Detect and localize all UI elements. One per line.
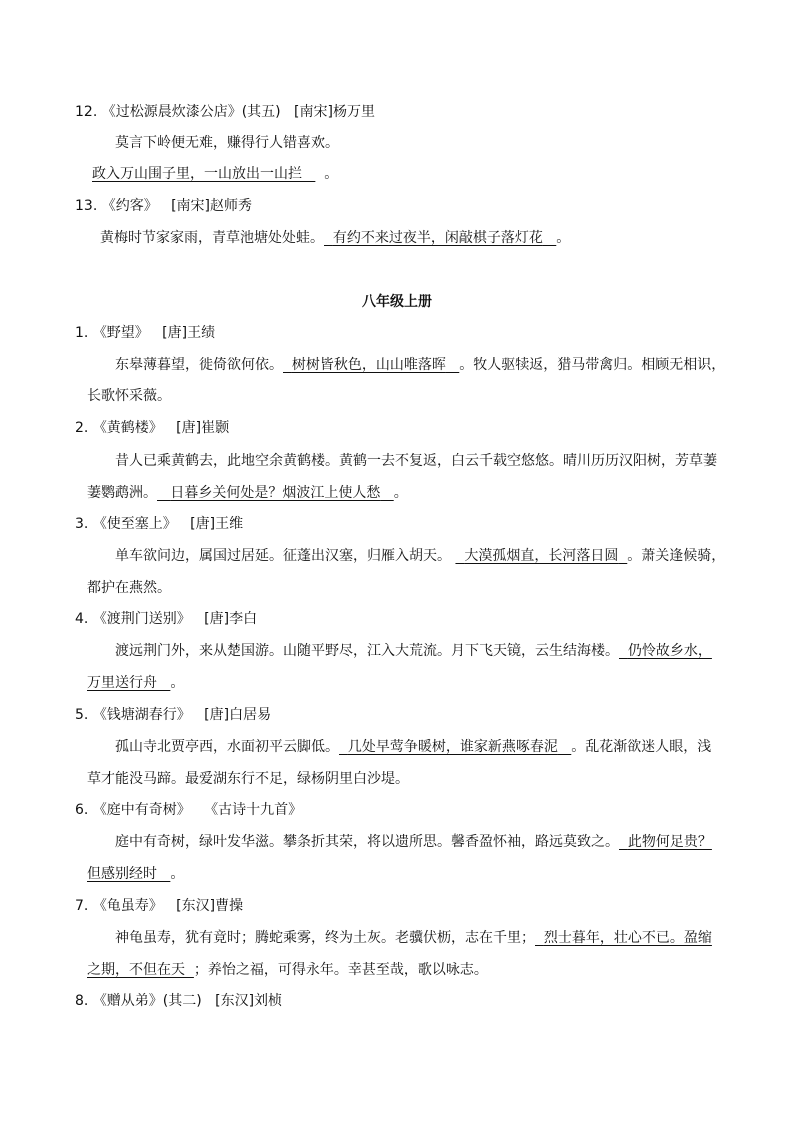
poem-author: [唐]王绩 bbox=[162, 325, 216, 341]
answer-blank: 此物何足贵？ bbox=[627, 834, 712, 850]
answer-blank: 日暮乡关何处是？烟波江上使人愁 bbox=[170, 485, 381, 501]
poem-line: 萋鹦鹉洲。 日暮乡关何处是？烟波江上使人愁 。 bbox=[87, 485, 408, 501]
poem-title: 《渡荆门送别》 bbox=[92, 611, 191, 627]
poem-title: 《野望》 bbox=[92, 325, 149, 341]
poem-author: [南宋]赵师秀 bbox=[171, 198, 253, 214]
poem-heading bbox=[75, 991, 282, 1011]
poem-author: [南宋]杨万里 bbox=[294, 104, 375, 120]
poem-author: [东汉]曹操 bbox=[176, 898, 244, 914]
section-title: 八年级上册 bbox=[362, 294, 432, 310]
answer-blank: 烈士暮年，壮心不已。盈缩 bbox=[543, 930, 712, 946]
poem-line: 黄梅时节家家雨，青草池塘处处蛙。 有约不来过夜半，闲敲棋子落灯花 。 bbox=[100, 230, 571, 246]
answer-blank: 有约不来过夜半，闲敲棋子落灯花 bbox=[332, 230, 543, 246]
poem-heading bbox=[75, 196, 252, 216]
poem-author: [唐]王维 bbox=[190, 516, 244, 532]
poem-number: 8. bbox=[75, 993, 89, 1009]
poem-title: 《过松源晨炊漆公店》(其五) bbox=[101, 104, 281, 120]
poem-number: 13. bbox=[75, 198, 98, 214]
poem-author: [东汉]刘桢 bbox=[215, 993, 283, 1009]
poem-author: 《古诗十九首》 bbox=[204, 802, 303, 818]
poem-title: 《庭中有奇树》 bbox=[92, 802, 191, 818]
answer-blank: 大漠孤烟直，长河落日圆 bbox=[464, 548, 619, 564]
poem-title: 《约客》 bbox=[101, 198, 158, 214]
answer-blank: 政入万山围子里，一山放出一山拦 bbox=[92, 166, 302, 182]
poem-number: 2. bbox=[75, 420, 89, 436]
poem-heading bbox=[75, 323, 215, 343]
punctuation: 。 bbox=[324, 166, 339, 182]
answer-blank: 几处早莺争暖树，谁家新燕啄春泥 bbox=[347, 739, 558, 755]
poem-line: 神龟虽寿，犹有竟时；腾蛇乘雾，终为土灰。老骥伏枥，志在千里； 烈士暮年，壮心不已。盈缩 bbox=[115, 930, 712, 946]
poem-number: 3. bbox=[75, 516, 89, 532]
poem-line: 万里送行舟 。 bbox=[87, 675, 185, 691]
poem-number: 7. bbox=[75, 898, 89, 914]
poem-number: 6. bbox=[75, 802, 89, 818]
poem-line: 渡远荆门外，来从楚国游。山随平野尽，江入大荒流。月下飞天镜，云生结海楼。 仍怜故乡水， bbox=[115, 643, 712, 659]
poem-heading bbox=[75, 609, 257, 629]
poem-title: 《黄鹤楼》 bbox=[92, 420, 163, 436]
poem-line: 孤山寺北贾亭西，水面初平云脚低。 几处早莺争暖树，谁家新燕啄春泥 。乱花渐欲迷人眼，浅 bbox=[115, 739, 712, 755]
poem-heading bbox=[75, 705, 271, 725]
answer-blank: 树树皆秋色，山山唯落晖 bbox=[291, 357, 446, 373]
poem-number: 4. bbox=[75, 611, 89, 627]
poem-line bbox=[92, 164, 338, 184]
answer-blank: 之期，不但在天 bbox=[87, 962, 185, 978]
poem-heading bbox=[75, 418, 229, 438]
answer-blank: 但感别经时 bbox=[87, 866, 157, 882]
poem-number: 12. bbox=[75, 104, 98, 120]
poem-heading bbox=[75, 800, 302, 820]
poem-line: 都护在燕然。 bbox=[87, 580, 171, 596]
poem-heading bbox=[75, 102, 375, 122]
poem-line: 庭中有奇树，绿叶发华滋。攀条折其荣，将以遗所思。馨香盈怀袖，路远莫致之。 此物何足贵？ bbox=[115, 834, 712, 850]
poem-title: 《使至塞上》 bbox=[92, 516, 177, 532]
poem-line: 单车欲问边，属国过居延。征蓬出汉塞，归雁入胡天。 大漠孤烟直，长河落日圆 。萧关逢候骑， bbox=[115, 548, 726, 564]
poem-title: 《龟虽寿》 bbox=[92, 898, 163, 914]
poem-heading bbox=[75, 514, 243, 534]
poem-line: 莫言下岭便无难，赚得行人错喜欢。 bbox=[115, 135, 339, 151]
poem-author: [唐]李白 bbox=[204, 611, 258, 627]
poem-title: 《赠从弟》(其二) bbox=[92, 993, 202, 1009]
poem-number: 5. bbox=[75, 707, 89, 723]
answer-blank: 仍怜故乡水， bbox=[627, 643, 712, 659]
poem-line: 东皋薄暮望，徙倚欲何依。 树树皆秋色，山山唯落晖 。牧人驱犊返，猎马带禽归。相顾无相识， bbox=[115, 357, 726, 373]
poem-line: 长歌怀采薇。 bbox=[87, 388, 171, 404]
poem-author: [唐]崔颢 bbox=[176, 420, 230, 436]
poem-line: 之期，不但在天 ；养怡之福，可得永年。幸甚至哉，歌以咏志。 bbox=[87, 962, 488, 978]
poem-line: 但感别经时 。 bbox=[87, 866, 185, 882]
poem-line: 草才能没马蹄。最爱湖东行不足，绿杨阴里白沙堤。 bbox=[87, 771, 409, 787]
poem-author: [唐]白居易 bbox=[204, 707, 272, 723]
poem-heading bbox=[75, 896, 243, 916]
answer-blank: 万里送行舟 bbox=[87, 675, 157, 691]
poem-title: 《钱塘湖春行》 bbox=[92, 707, 191, 723]
poem-number: 1. bbox=[75, 325, 89, 341]
poem-line: 昔人已乘黄鹤去，此地空余黄鹤楼。黄鹤一去不复返，白云千载空悠悠。晴川历历汉阳树，芳草萋 bbox=[115, 453, 717, 469]
